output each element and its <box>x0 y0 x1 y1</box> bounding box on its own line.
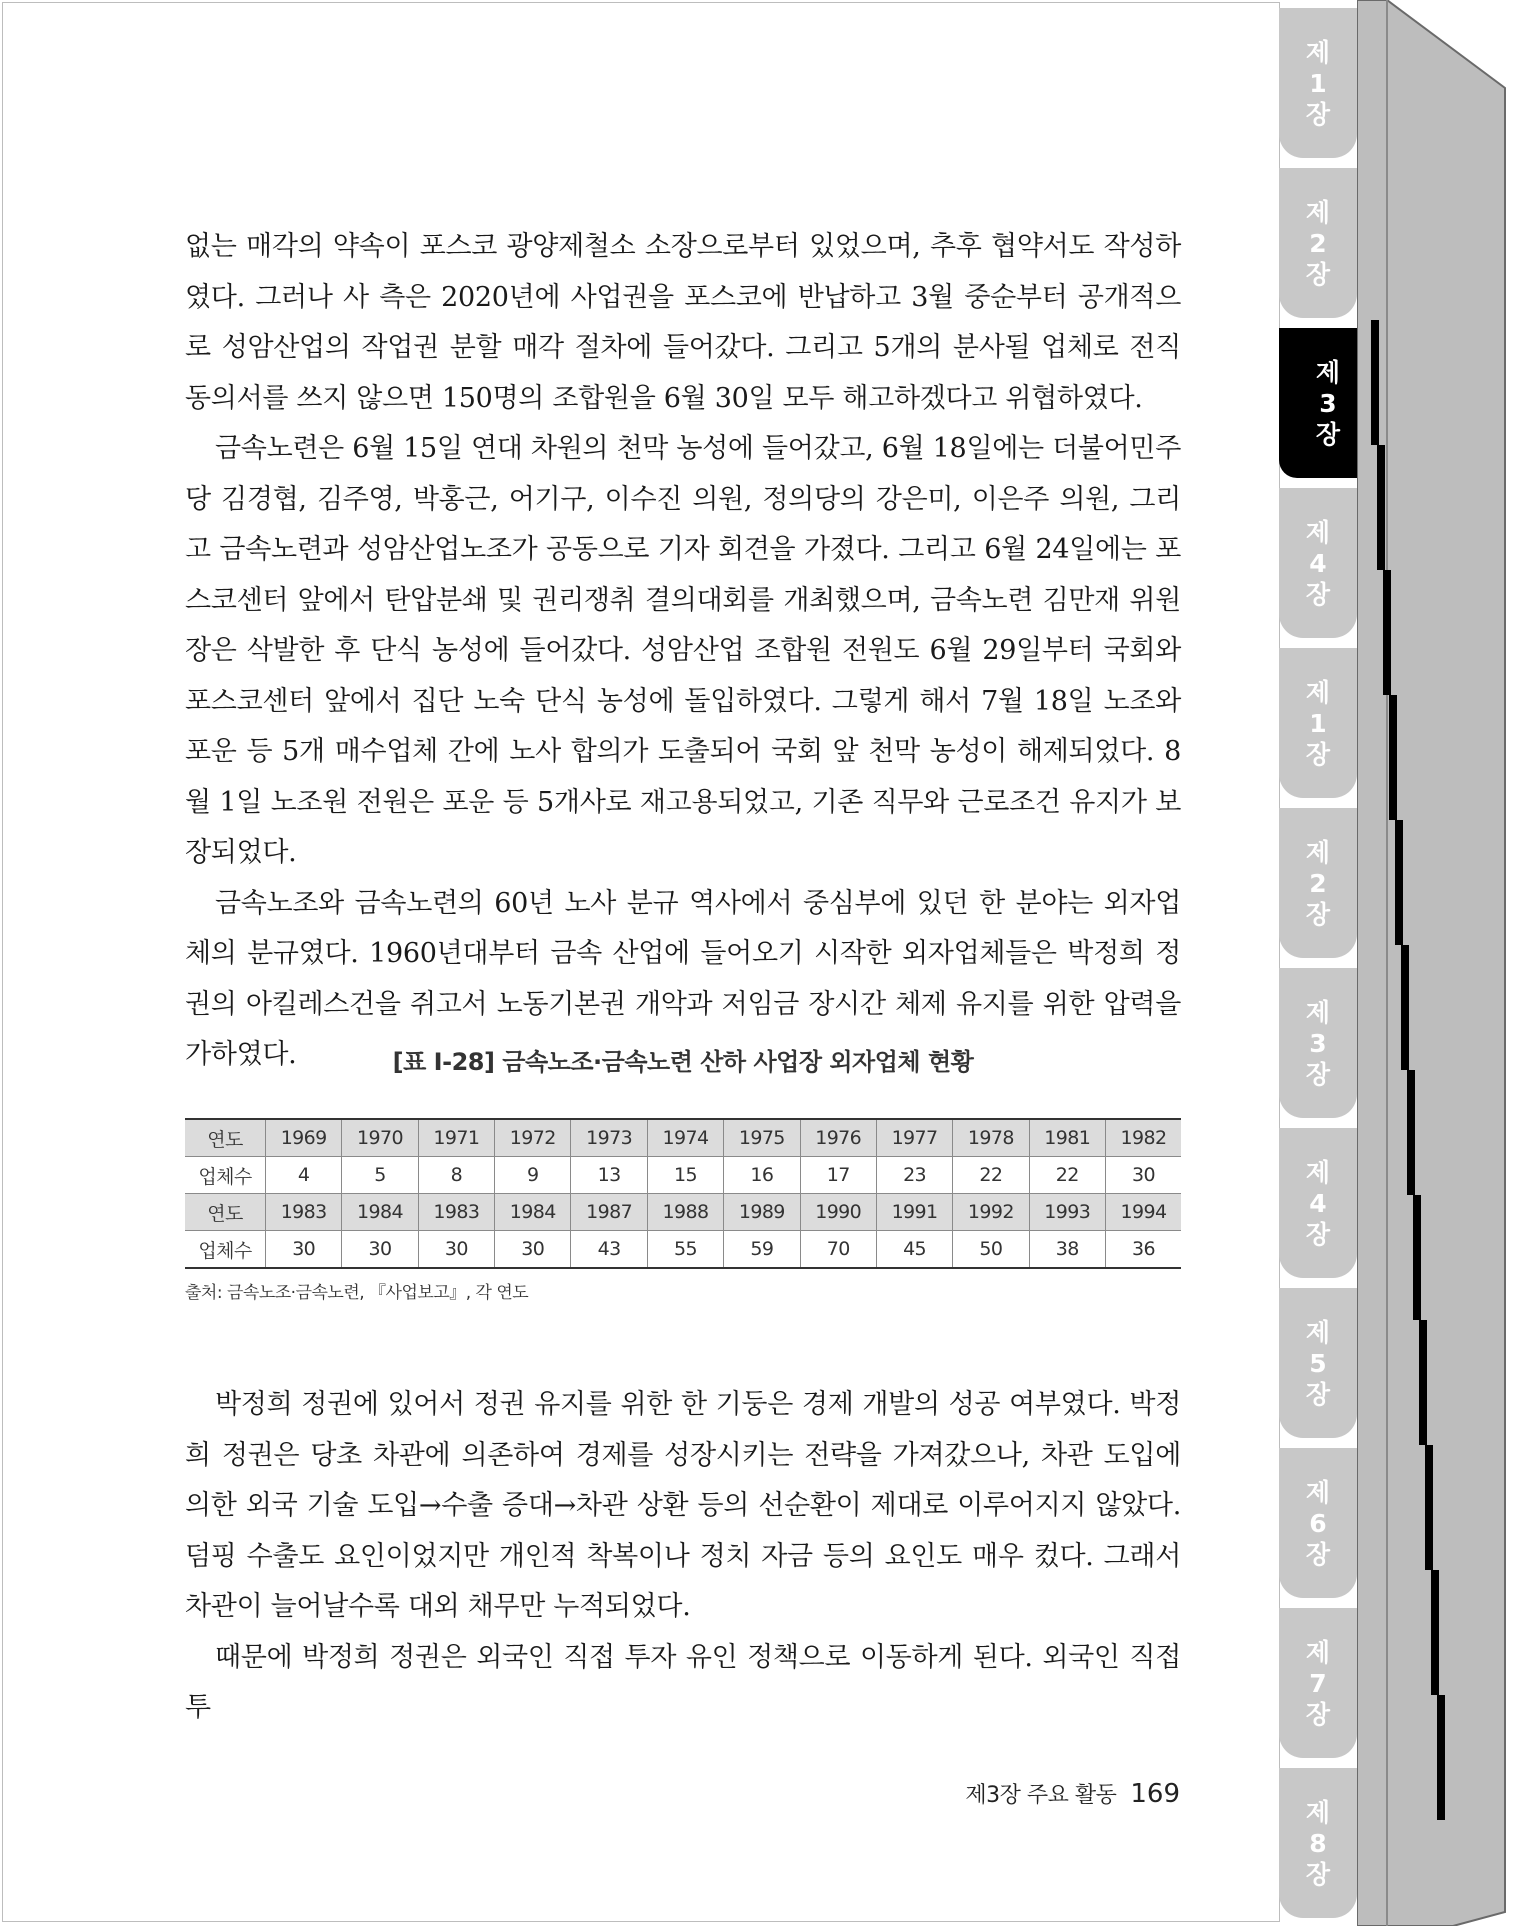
chapter-tab-char: 3 <box>1309 1028 1327 1058</box>
table-cell: 1974 <box>647 1119 723 1157</box>
chapter-tab-char: 1 <box>1309 68 1327 98</box>
table-cell: 1989 <box>724 1194 800 1231</box>
chapter-tab-char: 장 <box>1305 739 1331 769</box>
table-cell: 1987 <box>571 1194 647 1231</box>
table-cell: 45 <box>876 1231 952 1269</box>
table-cell: 23 <box>876 1157 952 1194</box>
chapter-tab[interactable] <box>1279 1448 1357 1598</box>
chapter-tab-char: 장 <box>1305 579 1331 609</box>
chapter-tab-char: 장 <box>1315 419 1341 449</box>
chapter-tab-char: 2 <box>1309 868 1327 898</box>
table-title: [표 Ⅰ-28] 금속노조·금속노련 산하 사업장 외자업체 현황 <box>392 1048 974 1076</box>
table-cell: 5 <box>342 1157 418 1194</box>
chapter-tab-char: 장 <box>1305 99 1331 129</box>
chapter-tab-char: 장 <box>1305 1219 1331 1249</box>
body-text-upper <box>185 222 1181 1081</box>
table-cell: 30 <box>342 1231 418 1269</box>
table-count-row <box>185 1157 1181 1194</box>
table-cell: 4 <box>266 1157 342 1194</box>
table-count-row <box>185 1231 1181 1269</box>
table-cell: 59 <box>724 1231 800 1269</box>
table-cell: 1983 <box>266 1194 342 1231</box>
chapter-tab-char: 장 <box>1305 1379 1331 1409</box>
table-year-row <box>185 1119 1181 1157</box>
table-cell: 1978 <box>953 1119 1029 1157</box>
chapter-tab-char: 제 <box>1305 1317 1331 1347</box>
chapter-tab-char: 8 <box>1309 1828 1327 1858</box>
body-text-lower <box>185 1380 1181 1734</box>
chapter-tab-char: 제 <box>1305 837 1331 867</box>
table-cell: 43 <box>571 1231 647 1269</box>
lower-paragraph: 때문에 박정희 정권은 외국인 직접 투자 유인 정책으로 이동하게 된다. 외국인 직접 투 <box>185 1641 1181 1723</box>
table-cell: 1977 <box>876 1119 952 1157</box>
chapter-tab-char: 6 <box>1309 1508 1327 1538</box>
table-source: 출처: 금속노조·금속노련, 『사업보고』, 각 연도 <box>185 1283 529 1303</box>
table-cell: 1983 <box>418 1194 494 1231</box>
table-cell: 1971 <box>418 1119 494 1157</box>
table-cell: 1990 <box>800 1194 876 1231</box>
table-cell: 1970 <box>342 1119 418 1157</box>
table-cell: 1975 <box>724 1119 800 1157</box>
table-cell: 22 <box>1029 1157 1105 1194</box>
footer-chapter: 제3장 주요 활동 <box>965 1783 1117 1808</box>
row-label: 연도 <box>185 1194 266 1231</box>
row-label: 연도 <box>185 1119 266 1157</box>
table-cell: 1982 <box>1105 1119 1181 1157</box>
table-year-row <box>185 1194 1181 1231</box>
table-cell: 1976 <box>800 1119 876 1157</box>
chapter-tab[interactable] <box>1279 1768 1357 1918</box>
chapter-tab[interactable] <box>1279 8 1357 158</box>
table-cell: 1994 <box>1105 1194 1181 1231</box>
table-cell: 22 <box>953 1157 1029 1194</box>
table-cell: 1984 <box>342 1194 418 1231</box>
chapter-tab[interactable] <box>1279 648 1357 798</box>
chapter-tab-char: 7 <box>1309 1668 1327 1698</box>
chapter-tab-char: 장 <box>1305 899 1331 929</box>
upper-paragraph: 금속노조와 금속노련의 60년 노사 분규 역사에서 중심부에 있던 한 분야는 외자업체의 분규였다. 1960년대부터 금속 산업에 들어오기 시작한 외자업체들은 박정희 정권의 아킬레스건을 쥐고서 노동기본권 개악과 저임금 장시간 체제 유지를 위한 압력을 가하였다. <box>185 887 1181 1070</box>
table-cell: 1988 <box>647 1194 723 1231</box>
table-cell: 17 <box>800 1157 876 1194</box>
chapter-tab-char: 제 <box>1305 1797 1331 1827</box>
table-cell: 70 <box>800 1231 876 1269</box>
table-cell: 36 <box>1105 1231 1181 1269</box>
page-number: 169 <box>1130 1779 1180 1809</box>
chapter-tab[interactable] <box>1279 968 1357 1118</box>
chapter-tab[interactable] <box>1279 1608 1357 1758</box>
table-cell: 15 <box>647 1157 723 1194</box>
chapter-tab-char: 제 <box>1305 1477 1331 1507</box>
chapter-tab[interactable] <box>1279 488 1357 638</box>
chapter-tab-char: 2 <box>1309 228 1327 258</box>
table-cell: 1991 <box>876 1194 952 1231</box>
chapter-tab-char: 제 <box>1305 997 1331 1027</box>
chapter-tab[interactable] <box>1279 168 1357 318</box>
chapter-tab-char: 3 <box>1319 388 1337 418</box>
row-label: 업체수 <box>185 1157 266 1194</box>
chapter-tab-char: 제 <box>1315 357 1341 387</box>
table-cell: 1992 <box>953 1194 1029 1231</box>
chapter-tab-char: 제 <box>1305 37 1331 67</box>
chapter-tab-char: 제 <box>1305 1637 1331 1667</box>
chapter-tab[interactable] <box>1279 808 1357 958</box>
chapter-tab-char: 제 <box>1305 517 1331 547</box>
table-cell: 1969 <box>266 1119 342 1157</box>
upper-paragraph: 금속노련은 6월 15일 연대 차원의 천막 농성에 들어갔고, 6월 18일에는 더불어민주당 김경협, 김주영, 박홍근, 어기구, 이수진 의원, 정의당의 강은미, 이은주 의원, 그리고 금속노련과 성암산업노조가 공동으로 기자 회견을 가졌다. 그리고 6월 24일에는 포스코센터 앞에서 탄압분쇄 및 권리쟁취 결의대회를 개최했으며, 금속노련 김만재 위원장은 삭발한 후 단식 농성에 들어갔다. 성암산업 조합원 전원도 6월 29일부터 국회와 포스코센터 앞에서 집단 노숙 단식 농성에 돌입하였다. 그렇게 해서 7월 18일 노조와 포운 등 5개 매수업체 간에 노사 합의가 도출되어 국회 앞 천막 농성이 해제되었다. 8월 1일 노조원 전원은 포운 등 5개사로 재고용되었고, 기존 직무와 근로조건 유지가 보장되었다. <box>185 433 1181 868</box>
chapter-tab-char: 5 <box>1309 1348 1327 1378</box>
chapter-tab-char: 장 <box>1305 259 1331 289</box>
chapter-tab-char: 장 <box>1305 1539 1331 1569</box>
chapter-tab-char: 4 <box>1309 548 1327 578</box>
page-footer <box>780 1778 1180 1809</box>
table-cell: 16 <box>724 1157 800 1194</box>
table-cell: 30 <box>266 1231 342 1269</box>
table-cell: 30 <box>1105 1157 1181 1194</box>
chapter-tab-char: 4 <box>1309 1188 1327 1218</box>
table-cell: 55 <box>647 1231 723 1269</box>
table-cell: 13 <box>571 1157 647 1194</box>
upper-paragraph: 없는 매각의 약속이 포스코 광양제철소 소장으로부터 있었으며, 추후 협약서도 작성하였다. 그러나 사 측은 2020년에 사업권을 포스코에 반납하고 3월 중순부터 공개적으로 성암산업의 작업권 분할 매각 절차에 들어갔다. 그리고 5개의 분사될 업체로 전직 동의서를 쓰지 않으면 150명의 조합원을 6월 30일 모두 해고하겠다고 위협하였다. <box>185 231 1181 414</box>
table-cell: 50 <box>953 1231 1029 1269</box>
row-label: 업체수 <box>185 1231 266 1269</box>
lower-paragraph: 박정희 정권에 있어서 정권 유지를 위한 한 기둥은 경제 개발의 성공 여부였다. 박정희 정권은 당초 차관에 의존하여 경제를 성장시키는 전략을 가져갔으나, 차관 도입에 의한 외국 기술 도입→수출 증대→차관 상환 등의 선순환이 제대로 이루어지지 않았다. 덤핑 수출도 요인이었지만 개인적 착복이나 정치 자금 등의 요인도 매우 컸다. 그래서 차관이 늘어날수록 대외 채무만 누적되었다. <box>185 1389 1181 1622</box>
chapter-tab-char: 제 <box>1305 197 1331 227</box>
chapter-tab[interactable] <box>1279 1128 1357 1278</box>
chapter-tab-char: 제 <box>1305 1157 1331 1187</box>
chapter-tab[interactable] <box>1279 1288 1357 1438</box>
table-cell: 1973 <box>571 1119 647 1157</box>
chapter-tab-char: 장 <box>1305 1859 1331 1889</box>
chapter-tab-char: 제 <box>1305 677 1331 707</box>
table-cell: 1993 <box>1029 1194 1105 1231</box>
chapter-tab-char: 1 <box>1309 708 1327 738</box>
chapter-tab-char: 장 <box>1305 1059 1331 1089</box>
table-cell: 30 <box>418 1231 494 1269</box>
table-cell: 1972 <box>495 1119 571 1157</box>
chapter-tab-char: 장 <box>1305 1699 1331 1729</box>
table-cell: 38 <box>1029 1231 1105 1269</box>
table-cell: 1984 <box>495 1194 571 1231</box>
table-cell: 1981 <box>1029 1119 1105 1157</box>
foreign-company-table <box>185 1118 1181 1269</box>
table-cell: 9 <box>495 1157 571 1194</box>
table-cell: 8 <box>418 1157 494 1194</box>
table-cell: 30 <box>495 1231 571 1269</box>
book-edge <box>1357 0 1519 1926</box>
